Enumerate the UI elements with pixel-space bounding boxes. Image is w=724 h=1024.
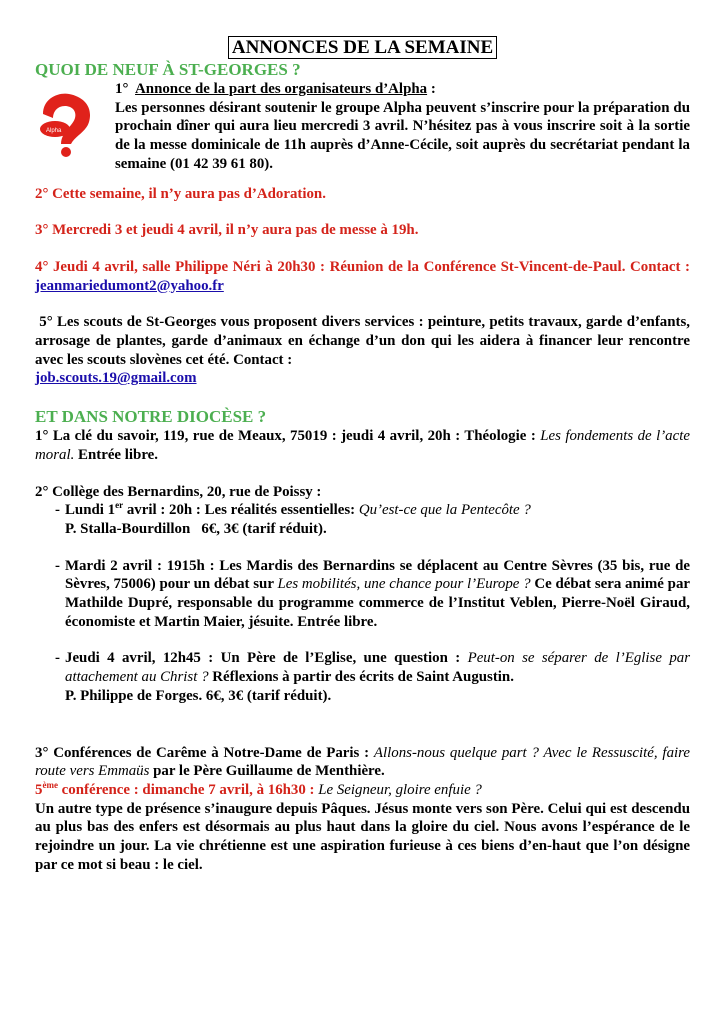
email-link-conference[interactable]: jeanmariedumont2@yahoo.fr [35, 277, 224, 294]
diocese-1-text: 1° La clé du savoir, 119, rue de Meaux, 75019 : jeudi 4 avril, 20h : Théologie : [35, 428, 541, 445]
bernardins-item-1 [55, 501, 690, 538]
diocese-1-end: Entrée libre. [74, 446, 158, 463]
announcement-5-text: 5° Les scouts de St-Georges vous proposent divers services : peinture, petits travaux, garde d’enfants, arrosage de plantes, garde d’animaux en échange d’un don qui les aidera à financer leur rencontre avec les scouts slovènes cet été. Contact : [35, 314, 690, 368]
conf-post: conférence : dimanche 7 avril, à 16h30 : [57, 781, 319, 798]
announcement-4 [35, 258, 690, 295]
bullet-dash: - [55, 502, 60, 519]
b2-italic: Les mobilités, une chance pour l’Europe ? [277, 576, 531, 593]
b3-price: P. Philippe de Forges. 6€, 3€ (tarif réduit). [65, 687, 332, 704]
email-link-scouts[interactable]: job.scouts.19@gmail.com [35, 370, 197, 387]
announcement-2: 2° Cette semaine, il n’y aura pas d’Adoration. [35, 185, 326, 202]
diocese-3-end: par le Père Guillaume de Menthière. [149, 763, 385, 780]
bernardins-item-3 [55, 649, 690, 705]
b3-italic: Peut-on se séparer de l’Eglise par attachement au Christ ? [65, 650, 691, 686]
bullet-dash: - [55, 650, 60, 667]
b1-price: P. Stalla-Bourdillon 6€, 3€ (tarif réduit). [65, 520, 327, 537]
conference-body: Un autre type de présence s’inaugure depuis Pâques. Jésus monte vers son Père. Celui qui est descendu au plus bas des enfers est désormais au plus haut dans la gloire du ciel. Nous avons l’espérance de le rejoindre un jour. La vie chrétienne est une aspiration furieuse à ces biens d’en-haut que l’on désigne par ce mot si beau : le ciel. [35, 800, 690, 873]
b3-post: Réflexions à partir des écrits de Saint Augustin. [208, 669, 514, 686]
page-title: ANNONCES DE LA SEMAINE [228, 36, 497, 59]
b1-pre: Lundi 1 [65, 502, 116, 519]
bernardins-item-2 [55, 557, 690, 632]
diocese-3-italic: Allons-nous quelque part ? Avec le Ressuscité, faire route vers Emmaüs [35, 744, 691, 780]
diocese-1-italic: Les fondements de l’acte moral. [35, 428, 690, 463]
announcement-1 [35, 80, 690, 174]
item1-body: Les personnes désirant soutenir le groupe Alpha peuvent s’inscrire pour la préparation du prochain dîner qui aura lieu mercredi 3 avril. N’hésitez pas à vous inscrire soit à la sortie de la messe dominicale de 11h auprès d’Anne-Cécile, soit auprès du secrétariat pendant la semaine (01 42 39 61 80). [115, 99, 690, 172]
diocese-item-1 [35, 427, 690, 464]
diocese-3-text: 3° Conférences de Carême à Notre-Dame de Paris : [35, 744, 374, 761]
b1-sup: er [115, 500, 124, 511]
announcement-5 [35, 313, 690, 388]
b1-post: avril : 20h : Les réalités essentielles: [123, 502, 359, 519]
alpha-logo [35, 80, 115, 170]
section-heading-diocese: ET DANS NOTRE DIOCÈSE ? [35, 407, 267, 427]
item1-colon: : [427, 81, 436, 97]
b3-pre: Jeudi 4 avril, 12h45 : Un Père de l’Eglise, une question : [65, 650, 468, 667]
announcements-page [35, 36, 690, 875]
conf-italic: Le Seigneur, gloire enfuie ? [318, 781, 482, 798]
diocese-2-heading: 2° Collège des Bernardins, 20, rue de Poissy : [35, 483, 322, 500]
announcement-4-text: 4° Jeudi 4 avril, salle Philippe Néri à 20h30 : Réunion de la Conférence St-Vincent-de-Paul. Contact : [35, 258, 690, 275]
diocese-item-3 [35, 744, 690, 781]
item1-heading: Annonce de la part des organisateurs d’Alpha [135, 81, 428, 97]
b2-post: Ce débat sera animé par Mathilde Dupré, responsable du programme commerce de l’Institut Veblen, Pierre-Noël Giraud, économiste et Martin Maier, jésuite. Entrée libre. [65, 576, 690, 630]
conf-sup: ème [42, 780, 58, 791]
conf-pre: 5 [35, 781, 43, 798]
bullet-dash: - [55, 557, 60, 574]
item-number: 1° [115, 81, 129, 97]
b2-pre: Mardi 2 avril : 1915h : Les Mardis des Bernardins se déplacent au Centre Sèvres (35 bis, rue de Sèvres, 75006) pour un débat sur [65, 557, 690, 593]
conference-line [35, 781, 690, 800]
b1-italic: Qu’est-ce que la Pentecôte ? [358, 502, 531, 519]
logo-text: Alpha [46, 128, 62, 134]
section-heading-parish: QUOI DE NEUF À ST-GEORGES ? [35, 60, 301, 79]
announcement-3: 3° Mercredi 3 et jeudi 4 avril, il n’y aura pas de messe à 19h. [35, 222, 419, 239]
